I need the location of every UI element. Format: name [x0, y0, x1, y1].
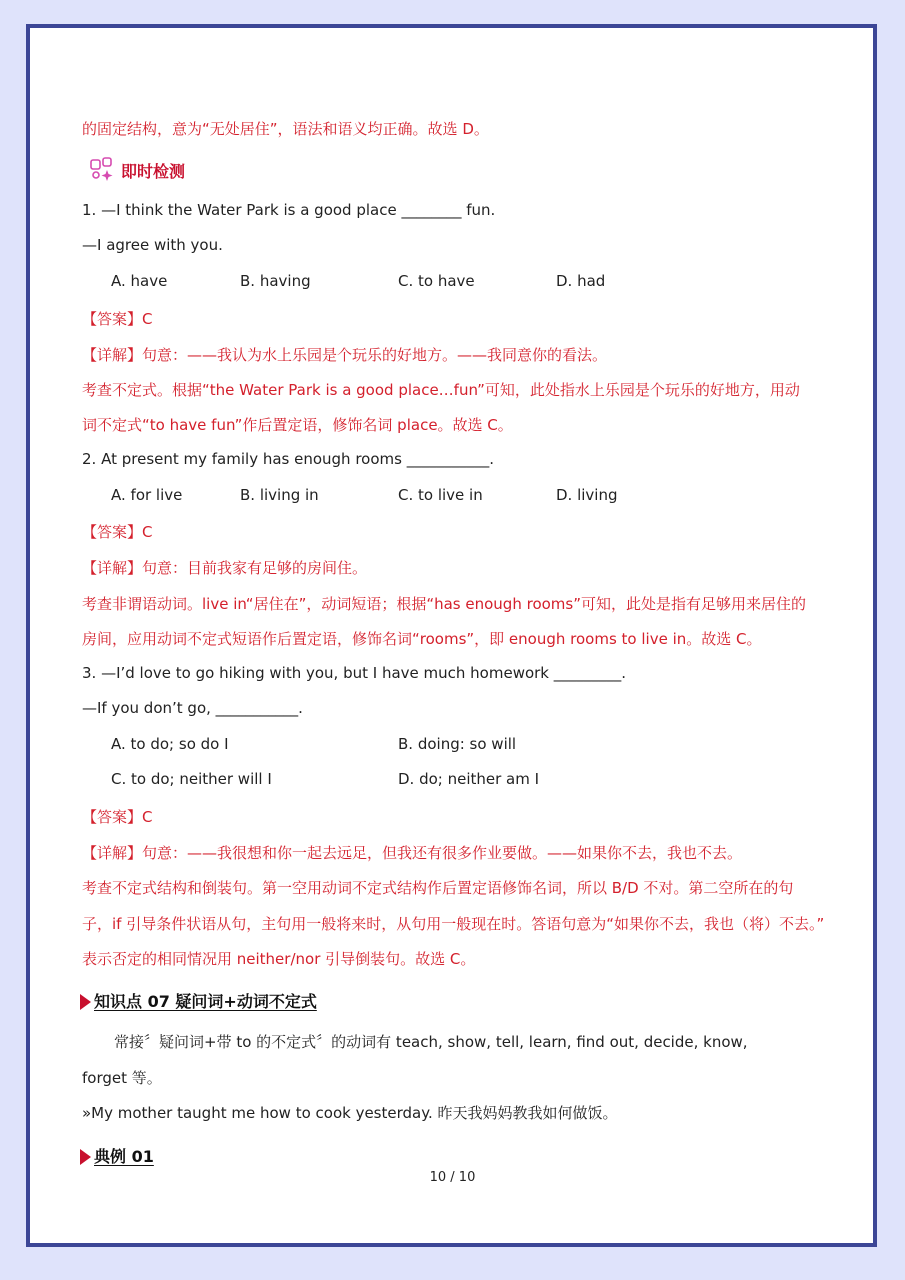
knowledge-point-heading: [80, 989, 317, 1012]
page-number: 10 / 10: [429, 1170, 476, 1185]
q1-option-b: B. having: [240, 272, 311, 290]
prev-explanation-tail: 的固定结构，意为“无处居住”，语法和语义均正确。故选 D。: [82, 120, 489, 138]
q2-answer: 【答案】C: [82, 523, 153, 541]
knowledge-point-example: »My mother taught me how to cook yesterday. 昨天我妈妈教我如何做饭。: [82, 1104, 618, 1122]
q1-option-d: D. had: [556, 272, 606, 290]
q3-detail-line: 表示否定的相同情况用 neither/nor 引导倒装句。故选 C。: [82, 950, 476, 968]
knowledge-point-title: 知识点 07 疑问词+动词不定式: [94, 992, 317, 1011]
q3-option-b: B. doing: so will: [398, 735, 517, 753]
arrow-icon: [80, 994, 91, 1010]
q3-detail-line: 子，if 引导条件状语从句，主句用一般将来时，从句用一般现在时。答语句意为“如果你不去，我也（将）不去。”: [82, 915, 825, 933]
example-title: 典例 01: [94, 1147, 154, 1166]
arrow-icon: [80, 1149, 91, 1165]
q1-detail-line: 【详解】句意：——我认为水上乐园是个玩乐的好地方。——我同意你的看法。: [82, 346, 608, 364]
q2-detail-line: 【详解】句意：目前我家有足够的房间住。: [82, 559, 368, 577]
q3-option-a: A. to do; so do I: [111, 735, 229, 753]
q2-option-d: D. living: [556, 486, 618, 504]
q1-detail-line: 考查不定式。根据“the Water Park is a good place…fun”可知，此处指水上乐园是个玩乐的好地方，用动: [82, 381, 800, 399]
sparkle-icon: [88, 156, 116, 182]
q3-option-c: C. to do; neither will I: [111, 770, 272, 788]
q2-detail-line: 房间，应用动词不定式短语作后置定语，修饰名词“rooms”，即 enough rooms to live in。故选 C。: [82, 630, 762, 648]
quick-check-label: 即时检测: [121, 162, 186, 181]
q2-option-a: A. for live: [111, 486, 183, 504]
q3-answer: 【答案】C: [82, 808, 153, 826]
q1-answer: 【答案】C: [82, 310, 153, 328]
q1-detail-line: 词不定式“to have fun”作后置定语，修饰名词 place。故选 C。: [82, 416, 513, 434]
q2-option-c: C. to live in: [398, 486, 483, 504]
q1-option-a: A. have: [111, 272, 168, 290]
question-1-reply: —I agree with you.: [82, 236, 223, 254]
question-1-stem: 1. —I think the Water Park is a good place ________ fun.: [82, 201, 496, 219]
q2-option-b: B. living in: [240, 486, 319, 504]
q3-detail-line: 【详解】句意：——我很想和你一起去远足，但我还有很多作业要做。——如果你不去，我也不去。: [82, 844, 743, 862]
q3-detail-line: 考查不定式结构和倒装句。第一空用动词不定式结构作后置定语修饰名词，所以 B/D 不对。第二空所在的句: [82, 879, 794, 897]
question-3-stem: 3. —I’d love to go hiking with you, but I have much homework _________.: [82, 664, 627, 682]
question-2-stem: 2. At present my family has enough rooms ___________.: [82, 450, 494, 468]
q2-detail-line: 考查非谓语动词。live in“居住在”，动词短语；根据“has enough rooms”可知，此处是指有足够用来居住的: [82, 595, 806, 613]
knowledge-point-body: forget 等。: [82, 1069, 162, 1087]
q1-option-c: C. to have: [398, 272, 475, 290]
q3-option-d: D. do; neither am I: [398, 770, 540, 788]
example-heading: [80, 1144, 154, 1167]
knowledge-point-body: 常接〞疑问词+带 to 的不定式〞的动词有 teach, show, tell, learn, find out, decide, know,: [114, 1033, 748, 1051]
question-3-reply: —If you don’t go, ___________.: [82, 699, 303, 717]
